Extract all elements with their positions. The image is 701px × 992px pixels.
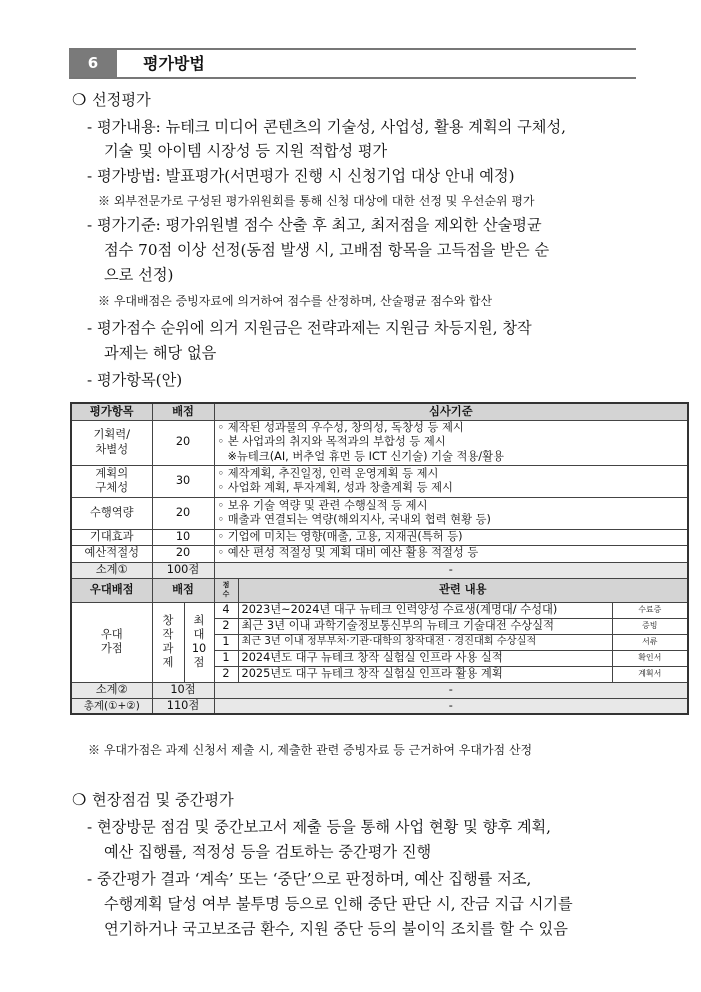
selection-line: - 평가내용: 뉴테크 미디어 콘텐츠의 기술성, 사업성, 활용 계획의 구체성,	[87, 118, 566, 136]
pref-content: 최근 3년 이내 정부부처·기관·대학의 창작대전 · 경진대회 수상실적	[238, 634, 612, 650]
pref-max: 최 대 10 점	[184, 602, 214, 682]
table-item: 기획력/ 차별성	[71, 420, 152, 465]
pref-proof: 증빙	[612, 618, 688, 634]
subtotal-label: 소계②	[71, 682, 152, 698]
midterm-line: 연기하거나 국고보조금 환수, 지원 중단 등의 불이익 조치를 할 수 있음	[104, 920, 568, 938]
table-score: 30	[152, 465, 214, 497]
midterm-line: 예산 집행률, 적정성 등을 검토하는 중간평가 진행	[104, 843, 432, 861]
criteria-line: ◦ 매출과 연결되는 역량(해외지사, 국내외 협력 현황 등)	[217, 513, 491, 526]
pref-points: 1	[214, 650, 238, 666]
table-criteria	[214, 465, 688, 497]
pref-header: 점수	[214, 578, 238, 602]
midterm-line: - 현장방문 점검 및 중간보고서 제출 등을 통해 사업 현황 및 향후 계획,	[87, 818, 552, 836]
subtotal-criteria: -	[214, 562, 688, 578]
section-number-badge: 6	[69, 50, 117, 77]
pref-header: 관련 내용	[238, 578, 688, 602]
pref-proof: 수료증	[612, 602, 688, 618]
table-item: 수행역량	[71, 497, 152, 529]
midterm-heading: 현장점검 및 중간평가	[92, 791, 234, 809]
pref-points: 1	[214, 634, 238, 650]
criteria-line: ◦ 사업화 계획, 투자계획, 성과 창출계획 등 제시	[217, 481, 453, 494]
table-score: 20	[152, 497, 214, 529]
selection-line: 점수 70점 이상 선정(동점 발생 시, 고배점 항목을 고득점을 받은 순	[104, 241, 550, 259]
table-item: 계획의 구체성	[71, 465, 152, 497]
table-criteria: ◦ 기업에 미치는 영향(매출, 고용, 지재권(특허 등)	[214, 529, 688, 545]
pref-content: 최근 3년 이내 과학기술정보통신부의 뉴테크 기술대전 수상실적	[238, 618, 612, 634]
midterm-line: 수행계획 달성 여부 불투명 등으로 인해 중단 판단 시, 잔금 지급 시기를	[104, 895, 573, 913]
criteria-line: ◦ 보유 기술 역량 및 관련 수행실적 등 제시	[217, 498, 428, 512]
selection-line: - 평가항목(안)	[87, 371, 183, 389]
selection-note: ※ 외부전문가로 구성된 평가위원회를 통해 신청 대상에 대한 선정 및 우선순위 평가	[98, 194, 535, 208]
selection-line: - 평가기준: 평가위원별 점수 산출 후 최고, 최저점을 제외한 산술평균	[87, 216, 542, 234]
pref-content: 2024년도 대구 뉴테크 창작 실험실 인프라 사용 실적	[238, 650, 612, 666]
table-score: 20	[152, 545, 214, 562]
table-score: 10	[152, 529, 214, 545]
pref-points: 4	[214, 602, 238, 618]
table-note: ※ 우대가점은 과제 신청서 제출 시, 제출한 관련 증빙자료 등 근거하여 우대가점 산정	[88, 743, 533, 757]
section-title: 평가방법	[143, 54, 205, 73]
pref-content: 2023년~2024년 대구 뉴테크 인력양성 수료생(계명대/ 수성대)	[238, 602, 612, 618]
selection-line: 과제는 해당 없음	[104, 344, 217, 362]
pref-header: 우대배점	[71, 578, 152, 602]
midterm-line: - 중간평가 결과 ‘계속’ 또는 ‘중단’으로 판정하며, 예산 집행률 저조,	[87, 870, 532, 888]
subtotal-score: 10점	[152, 682, 214, 698]
selection-line: 기술 및 아이템 시장성 등 지원 적합성 평가	[104, 142, 388, 160]
criteria-line: ◦ 제작계획, 추진일정, 인력 운영계획 등 제시	[217, 466, 439, 480]
table-score: 20	[152, 420, 214, 465]
selection-line: - 평가방법: 발표평가(서면평가 진행 시 신청기업 대상 안내 예정)	[87, 167, 515, 185]
criteria-line: ◦ 제작된 성과물의 우수성, 창의성, 독창성 등 제시	[217, 421, 464, 435]
bullet-icon: ❍	[72, 790, 87, 809]
subtotal-label: 소계①	[71, 562, 152, 578]
pref-proof: 서류	[612, 634, 688, 650]
pref-points: 2	[214, 666, 238, 682]
pref-label: 우대 가점	[71, 602, 152, 682]
bullet-icon: ❍	[72, 90, 87, 109]
pref-content: 2025년도 대구 뉴테크 창작 실험실 인프라 활용 계획	[238, 666, 612, 682]
pref-proof: 확인서	[612, 650, 688, 666]
table-item: 예산적절성	[71, 545, 152, 562]
table-item: 기대효과	[71, 529, 152, 545]
criteria-line: ※뉴테크(AI, 버추얼 휴먼 등 ICT 신기술) 기술 적용/활용	[227, 449, 504, 463]
total-criteria: -	[214, 698, 688, 714]
total-score: 110점	[152, 698, 214, 714]
table-criteria	[214, 420, 688, 465]
pref-type: 창 작 과 제	[152, 602, 184, 682]
selection-line: - 평가점수 순위에 의거 지원금은 전략과제는 지원금 차등지원, 창작	[87, 319, 532, 337]
subtotal-score: 100점	[152, 562, 214, 578]
header-rule-bottom	[69, 77, 636, 79]
selection-note: ※ 우대배점은 증빙자료에 의거하여 점수를 산정하며, 산술평균 점수와 합산	[98, 294, 493, 308]
table-criteria	[214, 497, 688, 529]
criteria-line: ◦ 본 사업과의 취지와 목적과의 부합성 등 제시	[217, 435, 446, 449]
table-header: 배점	[152, 403, 214, 420]
selection-heading: 선정평가	[92, 91, 151, 109]
pref-points: 2	[214, 618, 238, 634]
pref-header: 배점	[152, 578, 214, 602]
table-criteria: ◦ 예산 편성 적절성 및 계획 대비 예산 활용 적절성 등	[214, 545, 688, 562]
subtotal-criteria: -	[214, 682, 688, 698]
evaluation-table	[70, 402, 687, 715]
selection-line: 으로 선정)	[104, 266, 174, 284]
table-header: 평가항목	[71, 403, 152, 420]
total-label: 총계(①+②)	[71, 698, 152, 714]
header-rule-top	[69, 48, 636, 50]
pref-proof: 계획서	[612, 666, 688, 682]
table-header: 심사기준	[214, 403, 688, 420]
